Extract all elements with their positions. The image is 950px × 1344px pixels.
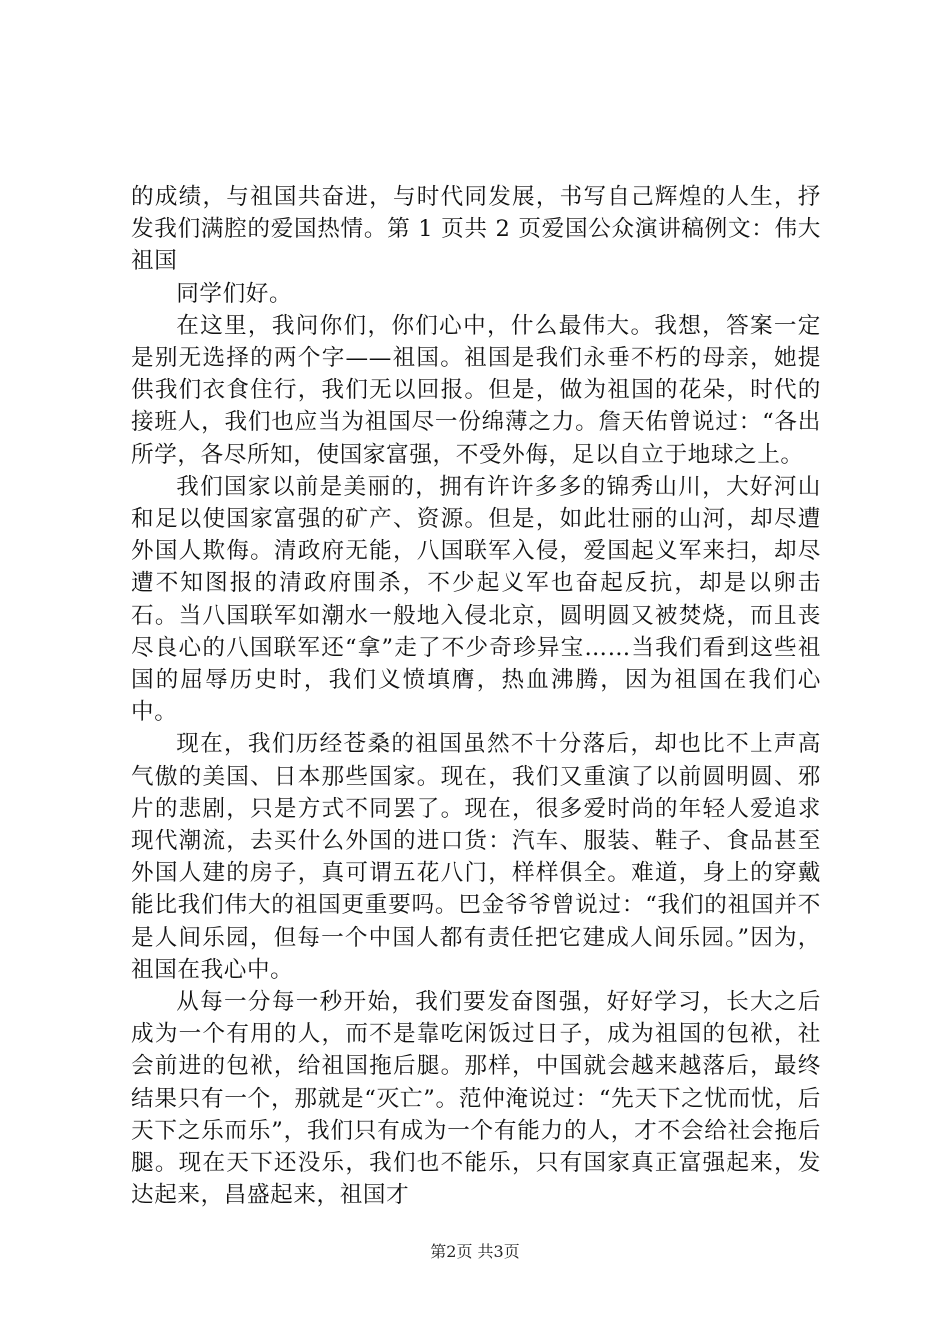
page-footer (0, 1242, 950, 1262)
paragraph: 同学们好。 (176, 280, 293, 307)
paragraph: 从每一分每一秒开始，我们要发奋图强，好好学习，长大之后成为一个有用的人，而不是靠吃闲饭过日子，成为祖国的包袱，社会前进的包袱，给祖国拖后腿。那样，中国就会越来越落后，最终结果只有一个，那就是“灭亡”。范仲淹说过：“先天下之忧而忧，后天下之乐而乐”，我们只有成为一个有能力的人，才不会给社会拖后腿。现在天下还没乐，我们也不能乐，只有国家真正富强起来，发达起来，昌盛起来，祖国才 (131, 989, 821, 1209)
paragraph: 我们国家以前是美丽的，拥有许许多多的锦秀山川，大好河山和足以使国家富强的矿产、资源。但是，如此壮丽的山河，却尽遭外国人欺侮。清政府无能，八国联军入侵，爱国起义军来扫，却尽遭不知图报的清政府围杀，不少起义军也奋起反抗，却是以卵击石。当八国联军如潮水一般地入侵北京，圆明圆又被焚烧，而且丧尽良心的八国联军还“拿”走了不少奇珍异宝……当我们看到这些祖国的屈辱历史时，我们义愤填膺，热血沸腾，因为祖国在我们心中。 (131, 473, 821, 726)
document-body (131, 181, 821, 1212)
page-number-label: 第2页 共3页 (430, 1242, 520, 1261)
paragraph: 的成绩，与祖国共奋进，与时代同发展，书写自己辉煌的人生，抒发我们满腔的爱国热情。第 1 页共 2 页爱国公众演讲稿例文：伟大祖国 (131, 184, 821, 275)
paragraph: 现在，我们历经苍桑的祖国虽然不十分落后，却也比不上声高气傲的美国、日本那些国家。现在，我们又重演了以前圆明圆、邪片的悲剧，只是方式不同罢了。现在，很多爱时尚的年轻人爱追求现代潮流，去买什么外国的进口货：汽车、服装、鞋子、食品甚至外国人建的房子，真可谓五花八门，样样俱全。难道，身上的穿戴能比我们伟大的祖国更重要吗。巴金爷爷曾说过：“我们的祖国并不是人间乐园，但每一个中国人都有责任把它建成人间乐园。”因为，祖国在我心中。 (131, 731, 821, 983)
paragraph: 在这里，我问你们，你们心中，什么最伟大。我想，答案一定是别无选择的两个字——祖国。祖国是我们永垂不朽的母亲，她提供我们衣食住行，我们无以回报。但是，做为祖国的花朵，时代的接班人，我们也应当为祖国尽一份绵薄之力。詹天佑曾说过：“各出所学，各尽所知，使国家富强，不受外侮，足以自立于地球之上。 (131, 312, 821, 468)
